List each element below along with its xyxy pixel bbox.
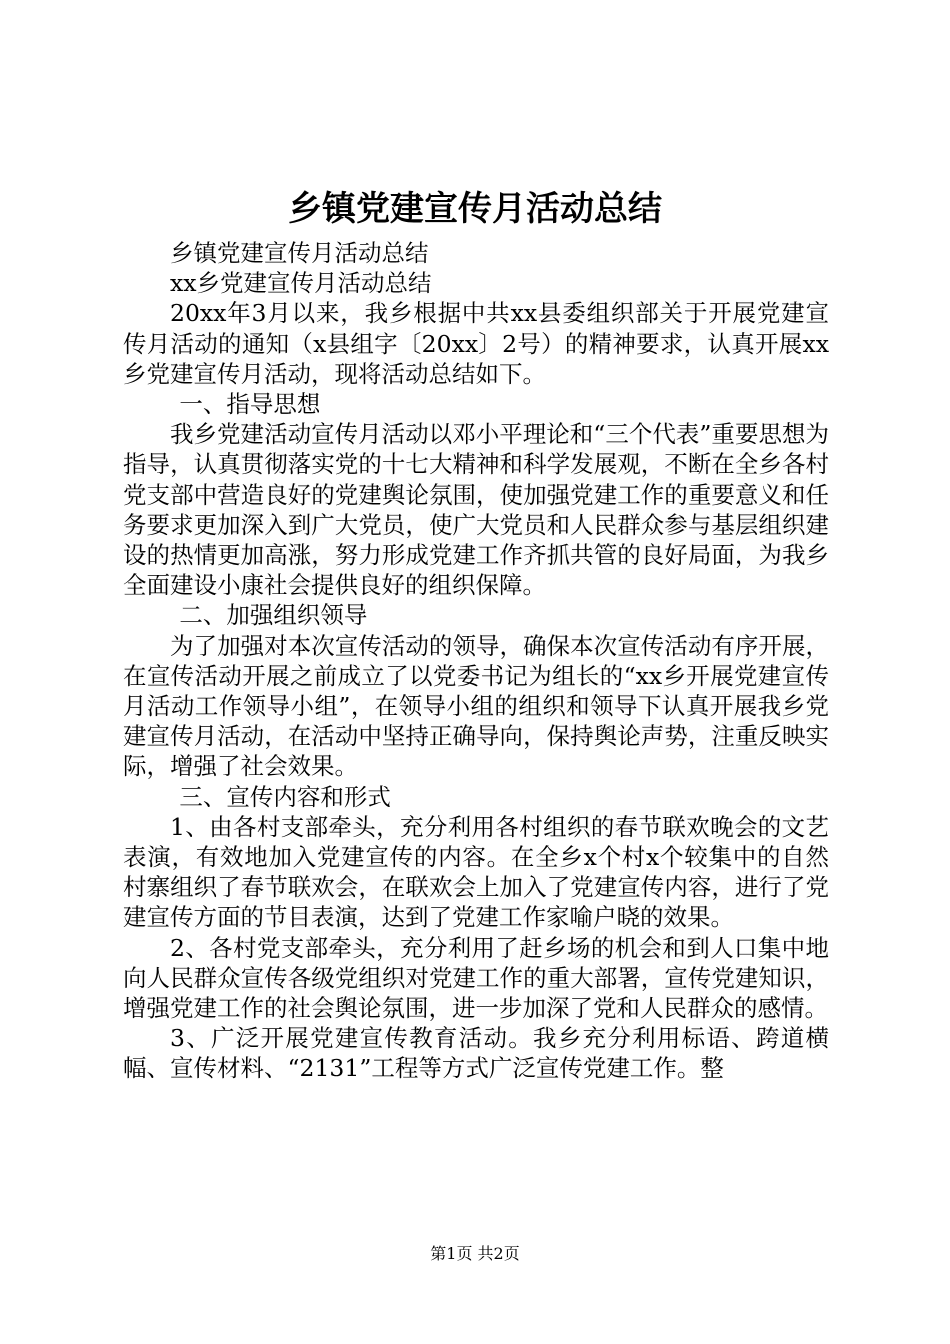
paragraph-item-1: 1、由各村支部牵头，充分利用各村组织的春节联欢晚会的文艺表演，有效地加入党建宣传的内容。在全乡x个村x个较集中的自然村寨组织了春节联欢会，在联欢会上加入了党建宣传内容，进行了党建宣传方面的节目表演，达到了党建工作家喻户晓的效果。 bbox=[123, 812, 829, 932]
paragraph-intro: 20xx年3月以来，我乡根据中共xx县委组织部关于开展党建宣传月活动的通知（x县组字〔20xx〕2号）的精神要求，认真开展xx乡党建宣传月活动，现将活动总结如下。 bbox=[123, 299, 829, 388]
section-heading-leadership: 二、加强组织领导 bbox=[179, 601, 368, 630]
document-title: 乡镇党建宣传月活动总结 bbox=[288, 189, 662, 229]
paragraph-subtitle-2: xx乡党建宣传月活动总结 bbox=[170, 269, 432, 298]
paragraph-item-2: 2、各村党支部牵头，充分利用了赶乡场的机会和到人口集中地向人民群众宣传各级党组织对党建工作的重大部署，宣传党建知识，增强党建工作的社会舆论氛围，进一步加深了党和人民群众的感情。 bbox=[123, 933, 829, 1023]
document-body bbox=[123, 238, 829, 1084]
paragraph-subtitle: 乡镇党建宣传月活动总结 bbox=[170, 239, 429, 267]
paragraph-leadership: 为了加强对本次宣传活动的领导，确保本次宣传活动有序开展，在宣传活动开展之前成立了以党委书记为组长的“xx乡开展党建宣传月活动工作领导小组”，在领导小组的组织和领导下认真开展我乡党建宣传月活动，在活动中坚持正确导向，保持舆论声势，注重反映实际，增强了社会效果。 bbox=[123, 631, 829, 781]
section-heading-content-form: 三、宣传内容和形式 bbox=[179, 782, 391, 811]
page-footer: 第1页 共2页 bbox=[430, 1244, 520, 1263]
paragraph-guiding-ideology: 我乡党建活动宣传月活动以邓小平理论和“三个代表”重要思想为指导，认真贯彻落实党的十七大精神和科学发展观，不断在全乡各村党支部中营造良好的党建舆论氛围，使加强党建工作的重要意义和任务要求更加深入到广大党员，使广大党员和人民群众参与基层组织建设的热情更加高涨，努力形成党建工作齐抓共管的良好局面，为我乡全面建设小康社会提供良好的组织保障。 bbox=[123, 420, 829, 600]
paragraph-item-3: 3、广泛开展党建宣传教育活动。我乡充分利用标语、跨道横幅、宣传材料、“2131”工程等方式广泛宣传党建工作。整 bbox=[123, 1024, 829, 1083]
section-heading-guiding-ideology: 一、指导思想 bbox=[179, 390, 321, 419]
